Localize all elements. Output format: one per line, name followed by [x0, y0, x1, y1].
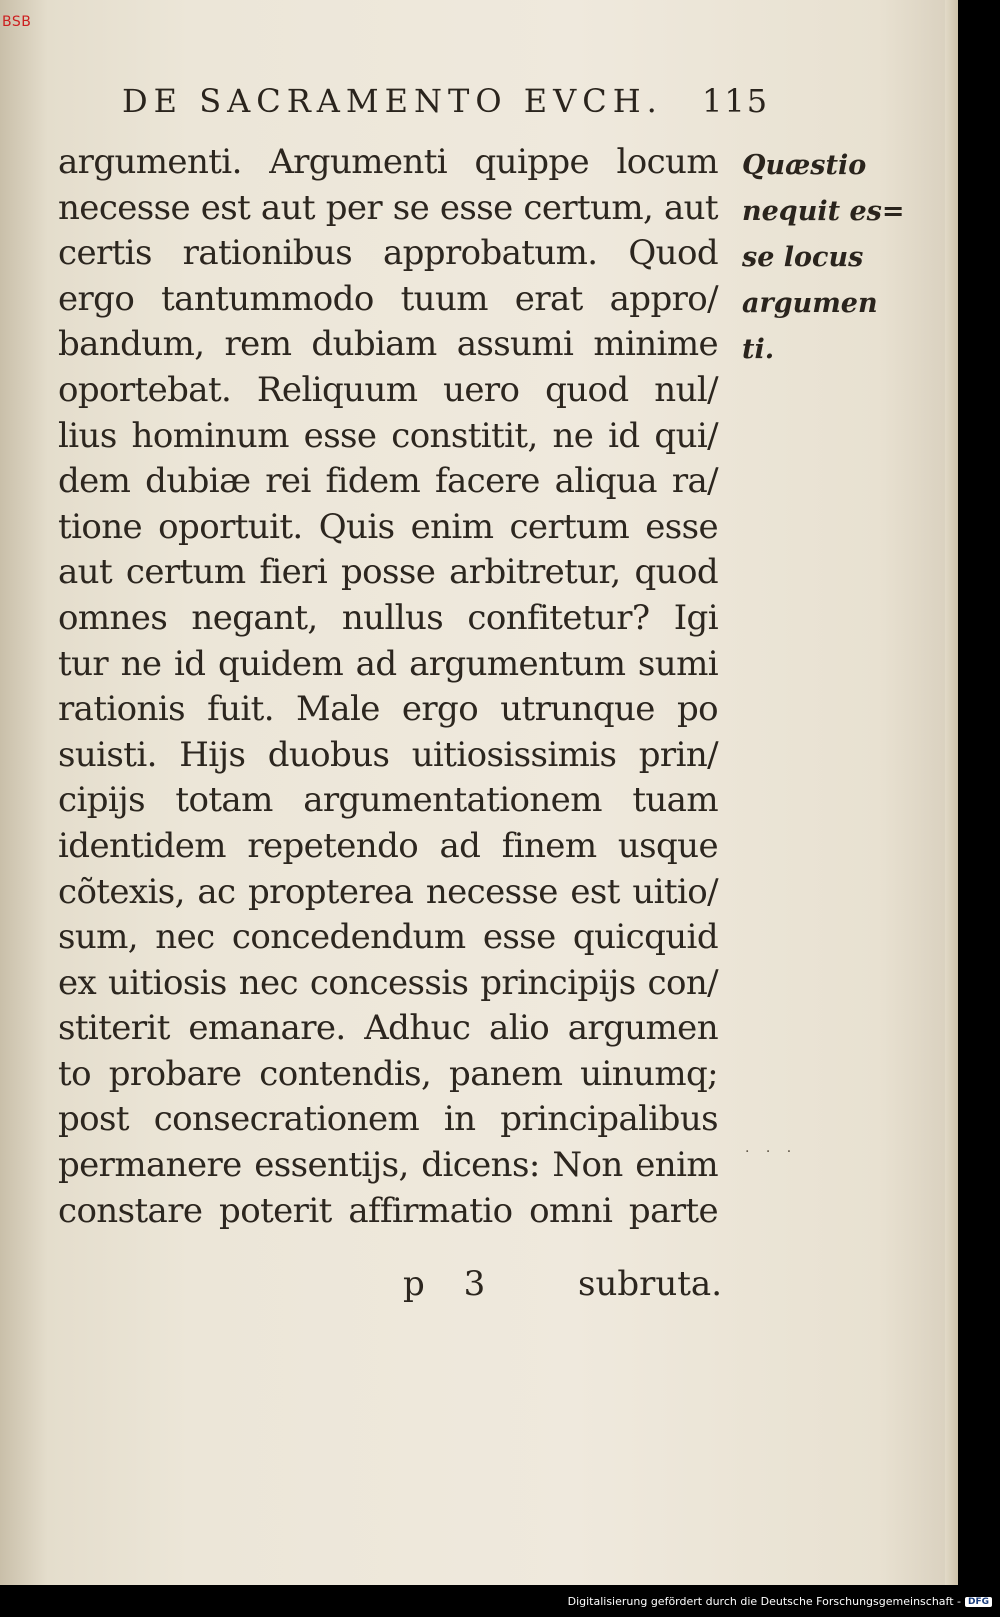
- text-line: suisti. Hijs duobus uitiosissimis prin/: [58, 734, 718, 775]
- text-line: to probare contendis, panem uinumq;: [58, 1053, 718, 1094]
- text-line: tur ne id quidem ad argumentum sumi: [58, 643, 718, 684]
- text-line: ex uitiosis nec concessis principijs con/: [58, 962, 718, 1003]
- text-line: omnes negant, nullus confitetur? Igi: [58, 597, 718, 638]
- text-line: rationis fuit. Male ergo utrunque po: [58, 689, 718, 730]
- text-line: permanere essentijs, dicens: Non enim: [58, 1145, 718, 1186]
- text-line: ergo tantummodo tuum erat appro/: [58, 278, 718, 319]
- marginal-line: nequit es=: [742, 196, 905, 227]
- text-line: lius hominum esse constitit, ne id qui/: [58, 415, 718, 456]
- text-line: necesse est aut per se esse certum, aut: [58, 187, 718, 228]
- body-text: [58, 140, 718, 1234]
- text-line: argumenti. Argumenti quippe locum: [58, 142, 718, 182]
- text-line: cõtexis, ac propterea necesse est uitio/: [58, 871, 718, 912]
- signature-mark: p 3: [403, 1264, 486, 1304]
- running-title: DE SACRAMENTO EVCH.: [122, 82, 663, 120]
- credit-text: Digitalisierung gefördert durch die Deutsche Forschungsgemeinschaft -: [567, 1595, 961, 1608]
- text-line: sum, nec concedendum esse quicquid: [58, 917, 718, 958]
- text-line: dem dubiæ rei fidem facere aliqua ra/: [58, 461, 718, 502]
- text-line: oportebat. Reliquum uero quod nul/: [58, 369, 718, 410]
- dfg-logo: DFG: [965, 1597, 992, 1607]
- digitization-credit: [568, 1595, 992, 1608]
- bsb-watermark: BSB: [2, 14, 32, 30]
- text-line: certis rationibus approbatum. Quod: [58, 233, 718, 274]
- folio-number: 115: [702, 82, 770, 120]
- marginal-line: ti.: [742, 334, 775, 365]
- ink-specks: · · ·: [745, 1144, 798, 1160]
- text-line: constare poterit affirmatio omni parte: [58, 1190, 718, 1231]
- text-line: identidem repetendo ad finem usque: [58, 825, 718, 866]
- marginal-line: argumen: [742, 288, 878, 319]
- text-line: cipijs totam argumentationem tuam: [58, 780, 718, 821]
- marginal-line: se locus: [742, 242, 864, 273]
- text-line: bandum, rem dubiam assumi minime: [58, 324, 718, 365]
- page-edge: [945, 0, 958, 1585]
- text-line: stiterit emanare. Adhuc alio argumen: [58, 1008, 718, 1049]
- marginal-line: Quæstio: [742, 150, 867, 181]
- catchword: subruta.: [578, 1264, 723, 1304]
- running-header: [122, 82, 770, 120]
- text-line: aut certum fieri posse arbitretur, quod: [58, 552, 718, 593]
- marginal-note: [742, 143, 905, 373]
- text-line: tione oportuit. Quis enim certum esse: [58, 506, 718, 547]
- text-line: post consecrationem in principalibus: [58, 1099, 718, 1140]
